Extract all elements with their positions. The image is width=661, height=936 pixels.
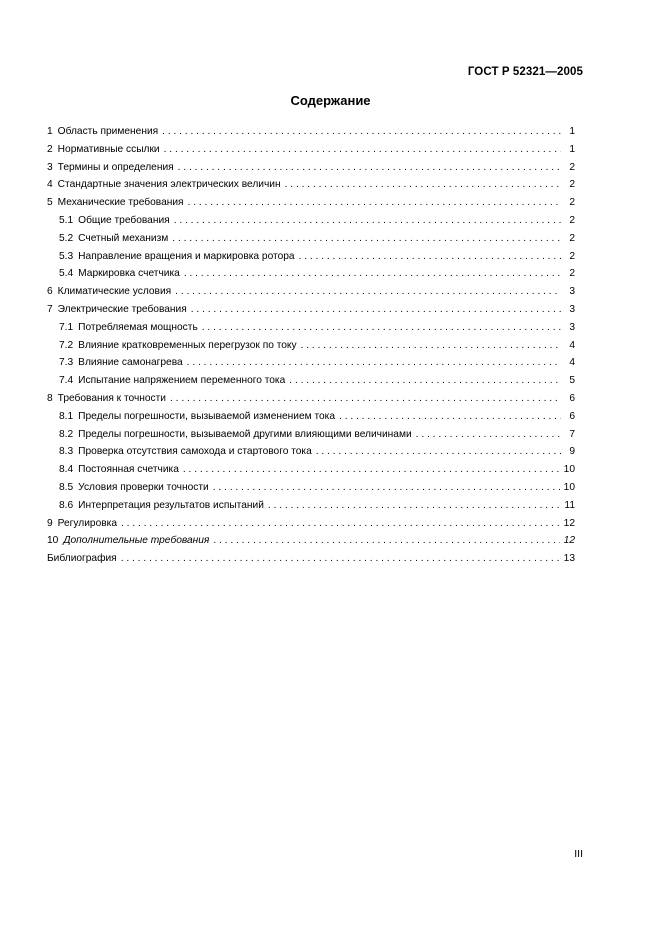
toc-entry[interactable]	[47, 319, 575, 337]
toc-entry-number: 7.4	[59, 375, 74, 387]
toc-title: Содержание	[290, 93, 371, 108]
toc-dot-leader	[183, 461, 560, 479]
toc-dot-leader	[170, 390, 561, 408]
toc-entry-label: Нормативные ссылки	[57, 143, 160, 155]
toc-entry[interactable]	[47, 443, 575, 461]
toc-entry[interactable]	[47, 497, 575, 515]
toc-entry-number: 5.1	[59, 214, 74, 226]
toc-dot-leader	[187, 354, 561, 372]
toc-entry-number: 8.4	[59, 464, 74, 476]
toc-entry-page: 2	[569, 268, 575, 280]
toc-entry[interactable]	[47, 532, 575, 550]
toc-entry-page: 1	[569, 143, 575, 155]
toc-dot-leader	[162, 123, 561, 141]
toc-entry-page: 3	[569, 286, 575, 298]
toc-entry[interactable]	[47, 408, 575, 426]
toc-entry-number: 5.4	[59, 268, 74, 280]
toc-entry-label: Климатические условия	[57, 286, 172, 298]
toc-entry-number: 7.2	[59, 339, 74, 351]
toc-entry-label: Регулировка	[57, 517, 117, 529]
toc-dot-leader	[121, 515, 560, 533]
toc-dot-leader	[175, 283, 561, 301]
toc-entry-number: 1	[47, 126, 53, 137]
toc-dot-leader	[172, 230, 561, 248]
toc-entry-label: Условия проверки точности	[78, 481, 209, 493]
toc-entry-page: 13	[563, 553, 575, 565]
table-of-contents	[47, 123, 575, 568]
document-code: ГОСТ Р 52321—2005	[467, 66, 583, 78]
toc-entry-label: Стандартные значения электрических величин	[57, 179, 281, 191]
toc-dot-leader	[299, 248, 561, 266]
toc-entry-number: 10	[47, 535, 59, 547]
toc-entry-page: 2	[569, 232, 575, 244]
toc-dot-leader	[268, 497, 561, 515]
toc-entry-page: 2	[569, 250, 575, 262]
toc-entry-page: 2	[569, 197, 575, 209]
toc-entry-label: Электрические требования	[57, 303, 187, 315]
toc-entry-label: Область применения	[57, 126, 159, 137]
toc-entry-label: Потребляемая мощность	[78, 321, 198, 333]
toc-entry[interactable]	[47, 230, 575, 248]
toc-entry-number: 8.3	[59, 446, 74, 458]
toc-entry-page: 2	[569, 179, 575, 191]
toc-dot-leader	[191, 301, 561, 319]
toc-entry-page: 5	[569, 375, 575, 387]
toc-entry-number: 8.6	[59, 499, 74, 511]
toc-entry-page: 9	[569, 446, 575, 458]
toc-entry[interactable]	[47, 337, 575, 355]
toc-entry[interactable]	[47, 265, 575, 283]
toc-entry-page: 12	[563, 535, 575, 547]
toc-entry-page: 3	[569, 321, 575, 333]
toc-entry-page: 4	[569, 339, 575, 351]
toc-entry-number: 2	[47, 143, 53, 155]
toc-entry-number: 5.3	[59, 250, 74, 262]
toc-entry-label: Механические требования	[57, 197, 184, 209]
toc-dot-leader	[339, 408, 561, 426]
toc-entry[interactable]	[47, 461, 575, 479]
toc-dot-leader	[416, 426, 561, 444]
toc-entry[interactable]	[47, 301, 575, 319]
toc-dot-leader	[178, 159, 561, 177]
toc-entry-number: 4	[47, 179, 53, 191]
toc-entry-label: Счетный механизм	[78, 232, 169, 244]
toc-entry-number: 8	[47, 392, 53, 404]
toc-entry[interactable]	[47, 479, 575, 497]
toc-entry-number: 6	[47, 286, 53, 298]
toc-entry[interactable]	[47, 550, 575, 568]
toc-dot-leader	[213, 479, 560, 497]
toc-entry[interactable]	[47, 141, 575, 159]
toc-entry-page: 10	[563, 481, 575, 493]
toc-dot-leader	[289, 372, 561, 390]
toc-entry-page: 6	[569, 410, 575, 422]
toc-entry-number: 8.2	[59, 428, 74, 440]
toc-dot-leader	[174, 212, 561, 230]
toc-entry-number: 9	[47, 517, 53, 529]
toc-entry-page: 11	[564, 499, 575, 511]
toc-entry-number: 5.2	[59, 232, 74, 244]
toc-entry-number: 7.3	[59, 357, 74, 369]
toc-dot-leader	[301, 337, 561, 355]
toc-entry-label: Пределы погрешности, вызываемой изменением тока	[78, 410, 336, 422]
toc-dot-leader	[213, 532, 559, 550]
toc-entry[interactable]	[47, 248, 575, 266]
toc-entry[interactable]	[47, 283, 575, 301]
toc-entry[interactable]	[47, 159, 575, 177]
toc-dot-leader	[202, 319, 561, 337]
toc-dot-leader	[121, 550, 560, 568]
toc-entry[interactable]	[47, 515, 575, 533]
page-number: III	[574, 848, 583, 860]
toc-entry-label: Термины и определения	[57, 161, 174, 173]
toc-entry-page: 1	[569, 126, 575, 137]
toc-dot-leader	[316, 443, 561, 461]
toc-entry-label: Общие требования	[78, 214, 170, 226]
toc-entry-page: 7	[569, 428, 575, 440]
toc-entry[interactable]	[47, 176, 575, 194]
toc-entry-page: 4	[569, 357, 575, 369]
toc-entry[interactable]	[47, 426, 575, 444]
toc-entry-number: 8.1	[59, 410, 74, 422]
toc-entry-number: 7	[47, 303, 53, 315]
toc-entry-number: 8.5	[59, 481, 74, 493]
toc-entry-label: Направление вращения и маркировка ротора	[78, 250, 295, 262]
toc-entry-label: Проверка отсутствия самохода и стартового тока	[78, 446, 312, 458]
toc-entry-label: Пределы погрешности, вызываемой другими влияющими величинами	[78, 428, 412, 440]
toc-entry-page: 2	[569, 161, 575, 173]
toc-dot-leader	[184, 265, 561, 283]
toc-dot-leader	[188, 194, 561, 212]
toc-entry-number: 7.1	[59, 321, 74, 333]
toc-entry-page: 12	[563, 517, 575, 529]
toc-entry-label: Влияние самонагрева	[78, 357, 183, 369]
toc-entry-label: Библиография	[47, 553, 117, 565]
toc-entry-label: Влияние кратковременных перегрузок по току	[78, 339, 297, 351]
toc-entry-page: 2	[569, 214, 575, 226]
toc-dot-leader	[285, 176, 561, 194]
toc-entry-label: Маркировка счетчика	[78, 268, 180, 280]
toc-entry-number: 3	[47, 161, 53, 173]
toc-entry[interactable]	[47, 390, 575, 408]
toc-entry-label: Дополнительные требования	[63, 535, 210, 547]
toc-dot-leader	[164, 141, 561, 159]
toc-entry-label: Испытание напряжением переменного тока	[78, 375, 286, 387]
toc-entry-page: 10	[563, 464, 575, 476]
toc-entry[interactable]	[47, 212, 575, 230]
toc-entry-label: Интерпретация результатов испытаний	[78, 499, 264, 511]
toc-entry[interactable]	[47, 194, 575, 212]
toc-entry-number: 5	[47, 197, 53, 209]
toc-entry-label: Постоянная счетчика	[78, 464, 179, 476]
toc-entry[interactable]	[47, 123, 575, 141]
toc-entry[interactable]	[47, 354, 575, 372]
toc-entry-page: 6	[569, 392, 575, 404]
toc-entry-label: Требования к точности	[57, 392, 166, 404]
toc-entry-page: 3	[569, 303, 575, 315]
toc-entry[interactable]	[47, 372, 575, 390]
